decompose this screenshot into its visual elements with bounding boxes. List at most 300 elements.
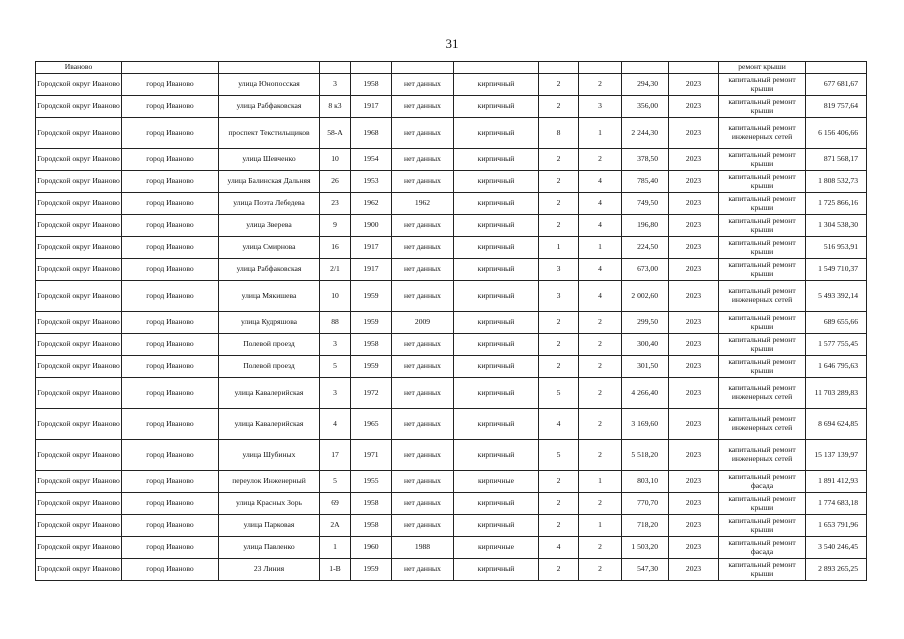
cell-district: Городской округ Иваново [36,334,122,356]
cell-street: улица Кавалерийская [219,378,320,409]
cell-area: 196,80 [622,215,669,237]
cell-material: кирпичный [454,74,539,96]
cell-district: Городской округ Иваново [36,493,122,515]
cell-cost: 871 568,17 [806,149,867,171]
cell-street: улица Поэта Лебедева [219,193,320,215]
table-row [36,237,867,259]
cell-area: 803,10 [622,471,669,493]
cell-year: 2023 [669,118,719,149]
table-row [36,193,867,215]
cell-district: Городской округ Иваново [36,281,122,312]
cell-built: 1959 [351,559,392,581]
cell-built: 1953 [351,171,392,193]
cell-year: 2023 [669,312,719,334]
cell-house: 10 [320,281,351,312]
cell-cost: 677 681,67 [806,74,867,96]
cell-house: 5 [320,356,351,378]
cell-built: 1959 [351,356,392,378]
cell-street: переулок Инженерный [219,471,320,493]
cell-house: 3 [320,74,351,96]
cell-material: кирпичный [454,149,539,171]
cell-built: 1960 [351,537,392,559]
table-row [36,312,867,334]
cell-settlement: город Иваново [122,171,219,193]
cell-built: 1958 [351,493,392,515]
cell-district: Городской округ Иваново [36,74,122,96]
cell-work: капитальный ремонт инженерных сетей [719,118,806,149]
table-row [36,96,867,118]
table-row [36,281,867,312]
cell-area [622,62,669,74]
cell-built: 1959 [351,281,392,312]
cell-house: 17 [320,440,351,471]
cell-overhaul: нет данных [392,149,454,171]
cell-built: 1958 [351,74,392,96]
cell-district: Городской округ Иваново [36,356,122,378]
cell-house: 58-А [320,118,351,149]
cell-overhaul: нет данных [392,440,454,471]
cell-cost: 1 774 683,18 [806,493,867,515]
cell-district: Иваново [36,62,122,74]
cell-house: 88 [320,312,351,334]
cell-cost: 2 893 265,25 [806,559,867,581]
cell-material: кирпичный [454,259,539,281]
cell-year: 2023 [669,215,719,237]
cell-work: капитальный ремонт инженерных сетей [719,378,806,409]
cell-material: кирпичный [454,171,539,193]
cell-built: 1917 [351,96,392,118]
cell-entrances: 2 [579,409,622,440]
cell-settlement: город Иваново [122,471,219,493]
cell-area: 300,40 [622,334,669,356]
cell-house: 3 [320,378,351,409]
cell-built: 1955 [351,471,392,493]
cell-year: 2023 [669,74,719,96]
cell-area: 2 002,60 [622,281,669,312]
cell-year: 2023 [669,334,719,356]
cell-material: кирпичный [454,515,539,537]
cell-entrances: 3 [579,96,622,118]
cell-built: 1958 [351,334,392,356]
cell-work: капитальный ремонт инженерных сетей [719,281,806,312]
cell-overhaul: 2009 [392,312,454,334]
cell-cost: 516 953,91 [806,237,867,259]
cell-house: 69 [320,493,351,515]
cell-material: кирпичный [454,237,539,259]
table-row-continued [36,62,867,74]
cell-built: 1962 [351,193,392,215]
cell-overhaul: нет данных [392,237,454,259]
cell-house: 5 [320,471,351,493]
cell-cost: 1 725 866,16 [806,193,867,215]
cell-house: 10 [320,149,351,171]
cell-material: кирпичный [454,281,539,312]
cell-entrances [579,62,622,74]
cell-built: 1965 [351,409,392,440]
table-row [36,334,867,356]
cell-settlement: город Иваново [122,96,219,118]
page-number: 31 [445,36,459,51]
cell-district: Городской округ Иваново [36,259,122,281]
cell-work: капитальный ремонт крыши [719,149,806,171]
cell-entrances: 4 [579,171,622,193]
cell-cost: 5 493 392,14 [806,281,867,312]
cell-overhaul: нет данных [392,378,454,409]
cell-floors: 2 [539,493,579,515]
cell-material: кирпичные [454,471,539,493]
cell-work: капитальный ремонт крыши [719,96,806,118]
cell-cost [806,62,867,74]
cell-built: 1971 [351,440,392,471]
cell-material: кирпичный [454,378,539,409]
cell-settlement: город Иваново [122,356,219,378]
cell-material: кирпичный [454,493,539,515]
cell-material: кирпичный [454,409,539,440]
cell-work: капитальный ремонт фасада [719,471,806,493]
cell-area: 378,50 [622,149,669,171]
cell-street: улица Мякишева [219,281,320,312]
cell-material [454,62,539,74]
cell-entrances: 4 [579,259,622,281]
cell-settlement: город Иваново [122,149,219,171]
table-row [36,378,867,409]
cell-entrances: 2 [579,440,622,471]
cell-street: улица Парковая [219,515,320,537]
cell-year: 2023 [669,537,719,559]
cell-street: 23 Линия [219,559,320,581]
cell-year: 2023 [669,281,719,312]
cell-year: 2023 [669,440,719,471]
cell-entrances: 2 [579,74,622,96]
cell-overhaul: нет данных [392,356,454,378]
cell-material: кирпичный [454,334,539,356]
cell-house: 2А [320,515,351,537]
cell-material: кирпичный [454,193,539,215]
cell-settlement: город Иваново [122,281,219,312]
table-row [36,118,867,149]
cell-material: кирпичный [454,559,539,581]
cell-built: 1959 [351,312,392,334]
housing-repair-table [35,61,867,581]
cell-built: 1958 [351,515,392,537]
cell-floors: 2 [539,171,579,193]
cell-overhaul: нет данных [392,281,454,312]
cell-floors: 8 [539,118,579,149]
cell-year: 2023 [669,259,719,281]
cell-work: капитальный ремонт крыши [719,334,806,356]
cell-overhaul: 1988 [392,537,454,559]
cell-overhaul [392,62,454,74]
table-row [36,171,867,193]
cell-year [669,62,719,74]
table-row [36,440,867,471]
cell-area: 673,00 [622,259,669,281]
cell-street: улица Юнопосская [219,74,320,96]
cell-settlement: город Иваново [122,118,219,149]
cell-overhaul: 1962 [392,193,454,215]
cell-area: 718,20 [622,515,669,537]
table-row [36,493,867,515]
table-row [36,356,867,378]
cell-entrances: 2 [579,537,622,559]
cell-street: улица Шевченко [219,149,320,171]
cell-built [351,62,392,74]
cell-street: проспект Текстильщиков [219,118,320,149]
cell-settlement: город Иваново [122,74,219,96]
cell-street: Полевой проезд [219,334,320,356]
cell-house: 3 [320,334,351,356]
table-row [36,409,867,440]
cell-year: 2023 [669,471,719,493]
cell-overhaul: нет данных [392,471,454,493]
cell-area: 4 266,40 [622,378,669,409]
cell-area: 785,40 [622,171,669,193]
cell-overhaul: нет данных [392,259,454,281]
table-row [36,259,867,281]
cell-work: капитальный ремонт крыши [719,493,806,515]
cell-district: Городской округ Иваново [36,559,122,581]
cell-material: кирпичный [454,312,539,334]
cell-floors: 2 [539,96,579,118]
cell-house: 4 [320,409,351,440]
cell-material: кирпичный [454,96,539,118]
cell-house [320,62,351,74]
cell-street [219,62,320,74]
cell-entrances: 2 [579,493,622,515]
table-row [36,559,867,581]
cell-district: Городской округ Иваново [36,312,122,334]
table-row [36,515,867,537]
cell-area: 299,50 [622,312,669,334]
cell-entrances: 2 [579,559,622,581]
cell-district: Городской округ Иваново [36,409,122,440]
cell-street: улица Красных Зорь [219,493,320,515]
cell-settlement: город Иваново [122,440,219,471]
cell-street: улица Кавалерийская [219,409,320,440]
cell-street: улица Балинская Дальняя [219,171,320,193]
cell-entrances: 2 [579,378,622,409]
cell-house: 2/1 [320,259,351,281]
cell-year: 2023 [669,171,719,193]
cell-area: 301,50 [622,356,669,378]
cell-cost: 1 549 710,37 [806,259,867,281]
cell-settlement: город Иваново [122,493,219,515]
cell-settlement: город Иваново [122,409,219,440]
cell-built: 1972 [351,378,392,409]
cell-street: улица Рабфаковская [219,96,320,118]
cell-house: 16 [320,237,351,259]
cell-work: капитальный ремонт фасада [719,537,806,559]
cell-settlement [122,62,219,74]
cell-work: капитальный ремонт крыши [719,215,806,237]
cell-entrances: 2 [579,312,622,334]
cell-street: улица Кудряшова [219,312,320,334]
cell-cost: 819 757,64 [806,96,867,118]
table-row [36,215,867,237]
cell-district: Городской округ Иваново [36,237,122,259]
cell-year: 2023 [669,356,719,378]
cell-area: 770,70 [622,493,669,515]
cell-district: Городской округ Иваново [36,193,122,215]
cell-settlement: город Иваново [122,537,219,559]
cell-house: 23 [320,193,351,215]
cell-area: 749,50 [622,193,669,215]
cell-house: 1 [320,537,351,559]
cell-floors: 5 [539,440,579,471]
cell-year: 2023 [669,193,719,215]
cell-district: Городской округ Иваново [36,471,122,493]
cell-floors: 2 [539,149,579,171]
cell-work: капитальный ремонт крыши [719,559,806,581]
cell-cost: 11 703 289,83 [806,378,867,409]
cell-entrances: 1 [579,471,622,493]
cell-year: 2023 [669,237,719,259]
cell-material: кирпичные [454,537,539,559]
cell-cost: 3 540 246,45 [806,537,867,559]
cell-year: 2023 [669,515,719,537]
cell-street: улица Смирнова [219,237,320,259]
cell-house: 8 к3 [320,96,351,118]
cell-built: 1954 [351,149,392,171]
cell-district: Городской округ Иваново [36,440,122,471]
cell-cost: 1 646 795,63 [806,356,867,378]
cell-built: 1968 [351,118,392,149]
cell-entrances: 1 [579,515,622,537]
cell-floors: 2 [539,193,579,215]
cell-work: капитальный ремонт инженерных сетей [719,440,806,471]
cell-work: ремонт крыши [719,62,806,74]
cell-work: капитальный ремонт крыши [719,193,806,215]
cell-cost: 15 137 139,97 [806,440,867,471]
cell-overhaul: нет данных [392,515,454,537]
cell-overhaul: нет данных [392,215,454,237]
cell-overhaul: нет данных [392,493,454,515]
table-row [36,471,867,493]
cell-overhaul: нет данных [392,559,454,581]
cell-district: Городской округ Иваново [36,171,122,193]
cell-material: кирпичный [454,118,539,149]
cell-settlement: город Иваново [122,237,219,259]
cell-entrances: 1 [579,237,622,259]
cell-district: Городской округ Иваново [36,215,122,237]
cell-settlement: город Иваново [122,215,219,237]
cell-street: Полевой проезд [219,356,320,378]
cell-cost: 8 694 624,85 [806,409,867,440]
cell-material: кирпичный [454,440,539,471]
cell-entrances: 4 [579,215,622,237]
cell-area: 356,00 [622,96,669,118]
cell-material: кирпичный [454,215,539,237]
cell-floors: 2 [539,215,579,237]
cell-floors: 4 [539,409,579,440]
cell-entrances: 2 [579,356,622,378]
table-row [36,537,867,559]
cell-overhaul: нет данных [392,96,454,118]
cell-settlement: город Иваново [122,334,219,356]
cell-floors: 4 [539,537,579,559]
cell-district: Городской округ Иваново [36,515,122,537]
cell-overhaul: нет данных [392,74,454,96]
cell-cost: 1 577 755,45 [806,334,867,356]
cell-year: 2023 [669,493,719,515]
cell-floors: 3 [539,281,579,312]
cell-cost: 689 655,66 [806,312,867,334]
cell-settlement: город Иваново [122,312,219,334]
cell-work: капитальный ремонт крыши [719,312,806,334]
cell-work: капитальный ремонт крыши [719,74,806,96]
cell-overhaul: нет данных [392,409,454,440]
cell-floors: 2 [539,356,579,378]
cell-floors: 1 [539,237,579,259]
cell-floors: 5 [539,378,579,409]
cell-work: капитальный ремонт крыши [719,515,806,537]
cell-floors [539,62,579,74]
cell-cost: 1 653 791,96 [806,515,867,537]
cell-overhaul: нет данных [392,171,454,193]
cell-built: 1917 [351,259,392,281]
cell-overhaul: нет данных [392,118,454,149]
cell-floors: 2 [539,559,579,581]
cell-area: 224,50 [622,237,669,259]
cell-year: 2023 [669,149,719,171]
cell-house: 1-В [320,559,351,581]
cell-cost: 1 304 538,30 [806,215,867,237]
cell-house: 9 [320,215,351,237]
table-row [36,149,867,171]
cell-work: капитальный ремонт крыши [719,237,806,259]
cell-settlement: город Иваново [122,515,219,537]
cell-district: Городской округ Иваново [36,378,122,409]
cell-settlement: город Иваново [122,559,219,581]
cell-street: улица Рабфаковская [219,259,320,281]
cell-year: 2023 [669,96,719,118]
cell-floors: 3 [539,259,579,281]
cell-area: 294,30 [622,74,669,96]
cell-area: 2 244,30 [622,118,669,149]
cell-street: улица Павленко [219,537,320,559]
cell-overhaul: нет данных [392,334,454,356]
cell-work: капитальный ремонт крыши [719,356,806,378]
cell-cost: 6 156 406,66 [806,118,867,149]
cell-house: 26 [320,171,351,193]
cell-floors: 2 [539,515,579,537]
cell-area: 1 503,20 [622,537,669,559]
cell-entrances: 4 [579,281,622,312]
cell-cost: 1 891 412,93 [806,471,867,493]
cell-work: капитальный ремонт крыши [719,259,806,281]
cell-work: капитальный ремонт крыши [719,171,806,193]
cell-entrances: 2 [579,149,622,171]
cell-settlement: город Иваново [122,378,219,409]
cell-cost: 1 808 532,73 [806,171,867,193]
cell-work: капитальный ремонт инженерных сетей [719,409,806,440]
cell-year: 2023 [669,409,719,440]
cell-district: Городской округ Иваново [36,96,122,118]
cell-built: 1917 [351,237,392,259]
cell-year: 2023 [669,559,719,581]
cell-district: Городской округ Иваново [36,149,122,171]
cell-settlement: город Иваново [122,259,219,281]
cell-district: Городской округ Иваново [36,537,122,559]
cell-settlement: город Иваново [122,193,219,215]
table-row [36,74,867,96]
cell-entrances: 1 [579,118,622,149]
cell-street: улица Шубиных [219,440,320,471]
cell-built: 1900 [351,215,392,237]
cell-floors: 2 [539,334,579,356]
cell-entrances: 2 [579,334,622,356]
cell-district: Городской округ Иваново [36,118,122,149]
